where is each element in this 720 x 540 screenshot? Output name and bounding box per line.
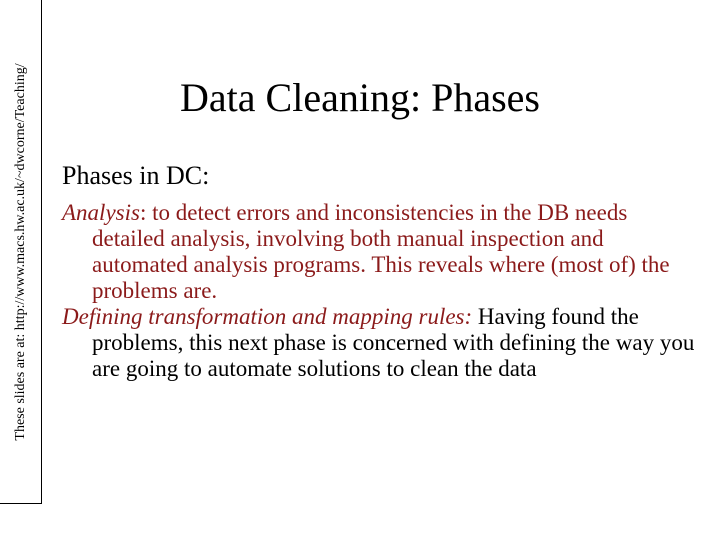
slide-title: Data Cleaning: Phases — [180, 75, 540, 120]
slide-body — [62, 160, 702, 382]
subheading: Phases in DC: — [62, 161, 210, 190]
term-defining-rules: Defining transformation and mapping rules: — [62, 304, 473, 329]
paragraph-analysis — [62, 200, 702, 304]
slides-url-note: These slides are at: http://www.macs.hw.ac.uk/~dwcorne/Teaching/ — [13, 63, 28, 441]
side-note-frame — [0, 0, 42, 504]
analysis-description: : to detect errors and inconsistencies in the DB needs detailed analysis, involving both manual inspection and automated analysis programs. This reveals where (most of) the problems are. — [92, 200, 670, 303]
defining-rules-description: Having found the problems, this next phase is concerned with defining the way you are going to automate solutions to clean the data — [92, 304, 695, 381]
paragraph-defining-rules — [62, 304, 702, 382]
term-analysis: Analysis — [62, 200, 140, 225]
